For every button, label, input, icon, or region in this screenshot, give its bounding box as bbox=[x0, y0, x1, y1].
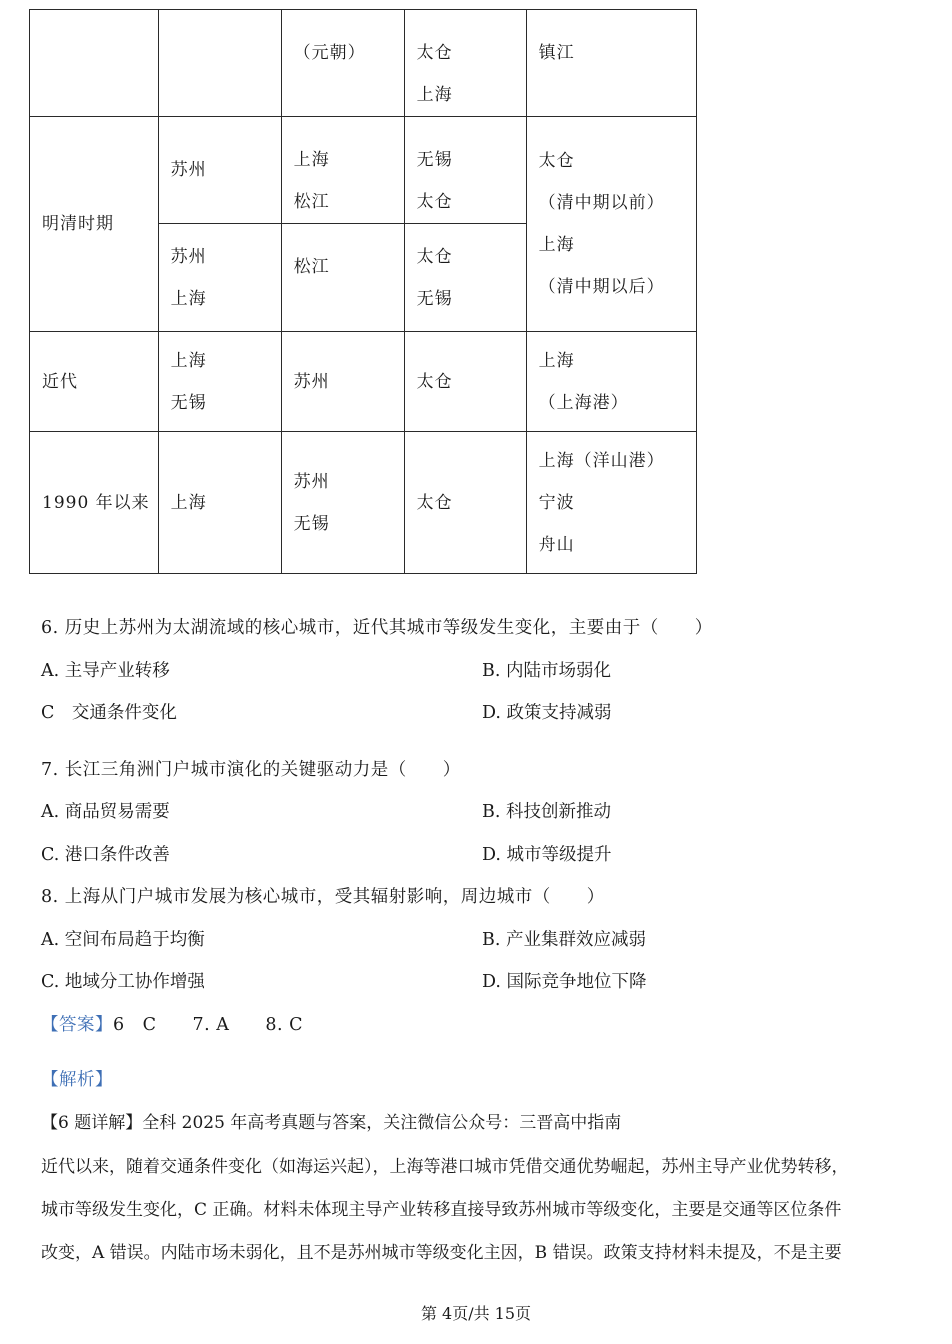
table-cell: 上海 松江 bbox=[281, 117, 404, 224]
table-cell: 无锡 太仓 bbox=[404, 117, 526, 224]
table-cell: 苏州 bbox=[158, 117, 281, 224]
analysis-tag: 【解析】 bbox=[41, 1070, 113, 1090]
table-cell: 上海 bbox=[158, 432, 281, 574]
question-8-option-b: B. 产业集群效应减弱 bbox=[482, 930, 646, 950]
table-cell: 上海 （上海港） bbox=[526, 332, 696, 432]
question-8-option-c: C. 地域分工协作增强 bbox=[41, 972, 205, 992]
table-cell: 太仓 无锡 bbox=[404, 224, 526, 332]
table-cell: （元朝） bbox=[281, 10, 404, 117]
answer-label: 【答案】 bbox=[41, 1015, 113, 1035]
table-row bbox=[30, 10, 697, 117]
question-7-option-a: A. 商品贸易需要 bbox=[41, 802, 170, 822]
detail-line-3: 改变，A 错误。内陆市场未弱化，且不是苏州城市等级变化主因，B 错误。政策支持材料未提及，不是主要 bbox=[41, 1243, 842, 1263]
table-cell: 太仓 bbox=[404, 332, 526, 432]
table-row bbox=[30, 332, 697, 432]
question-8-option-d: D. 国际竞争地位下降 bbox=[482, 972, 647, 992]
table-row bbox=[30, 432, 697, 574]
table-cell bbox=[158, 10, 281, 117]
table-cell: 上海 无锡 bbox=[158, 332, 281, 432]
analysis-label bbox=[41, 1066, 113, 1091]
question-6-option-a: A. 主导产业转移 bbox=[41, 661, 170, 681]
answer-line bbox=[41, 1011, 303, 1036]
table-cell: 太仓 上海 bbox=[404, 10, 526, 117]
page-footer: 第 4页/共 15页 bbox=[420, 1304, 532, 1323]
question-6-option-c: C 交通条件变化 bbox=[41, 703, 177, 723]
table-row bbox=[30, 117, 697, 224]
city-table bbox=[29, 9, 697, 574]
question-8-stem: 8. 上海从门户城市发展为核心城市，受其辐射影响，周边城市（ ） bbox=[41, 887, 605, 907]
table-cell: 苏州 上海 bbox=[158, 224, 281, 332]
question-7-option-d: D. 城市等级提升 bbox=[482, 845, 612, 865]
table-cell: 松江 bbox=[281, 224, 404, 332]
question-6-stem: 6. 历史上苏州为太湖流域的核心城市，近代其城市等级发生变化，主要由于（ ） bbox=[41, 618, 713, 638]
detail-line-2: 城市等级发生变化，C 正确。材料未体现主导产业转移直接导致苏州城市等级变化，主要是交通等区位条件 bbox=[41, 1200, 842, 1220]
detail-heading bbox=[41, 1108, 931, 1133]
question-7-option-c: C. 港口条件改善 bbox=[41, 845, 170, 865]
question-8-option-a: A. 空间布局趋于均衡 bbox=[41, 930, 205, 950]
question-7-option-b: B. 科技创新推动 bbox=[482, 802, 611, 822]
answer-text: 6 C 7. A 8. C bbox=[113, 1015, 304, 1035]
question-7-stem: 7. 长江三角洲门户城市演化的关键驱动力是（ ） bbox=[41, 760, 461, 780]
table-cell: 太仓 （清中期以前） 上海 （清中期以后） bbox=[526, 117, 696, 332]
promo-text: 全科 2025 年高考真题与答案，关注微信公众号：三晋高中指南 bbox=[142, 1113, 622, 1133]
table-cell bbox=[30, 10, 159, 117]
question-6-option-b: B. 内陆市场弱化 bbox=[482, 661, 611, 681]
table-cell: 苏州 无锡 bbox=[281, 432, 404, 574]
period-label-modern: 近代 bbox=[30, 332, 159, 432]
detail-line-1: 近代以来，随着交通条件变化（如海运兴起），上海等港口城市凭借交通优势崛起，苏州主导产业优势转移， bbox=[41, 1157, 849, 1177]
table-cell: 镇江 bbox=[526, 10, 696, 117]
table-cell: 上海（洋山港） 宁波 舟山 bbox=[526, 432, 696, 574]
question-6-option-d: D. 政策支持减弱 bbox=[482, 703, 612, 723]
period-label-ming-qing: 明清时期 bbox=[30, 117, 159, 332]
detail-label: 【6 题详解】 bbox=[41, 1113, 143, 1133]
table-cell: 太仓 bbox=[404, 432, 526, 574]
table-cell: 苏州 bbox=[281, 332, 404, 432]
period-label-1990: 1990 年以来 bbox=[30, 432, 159, 574]
